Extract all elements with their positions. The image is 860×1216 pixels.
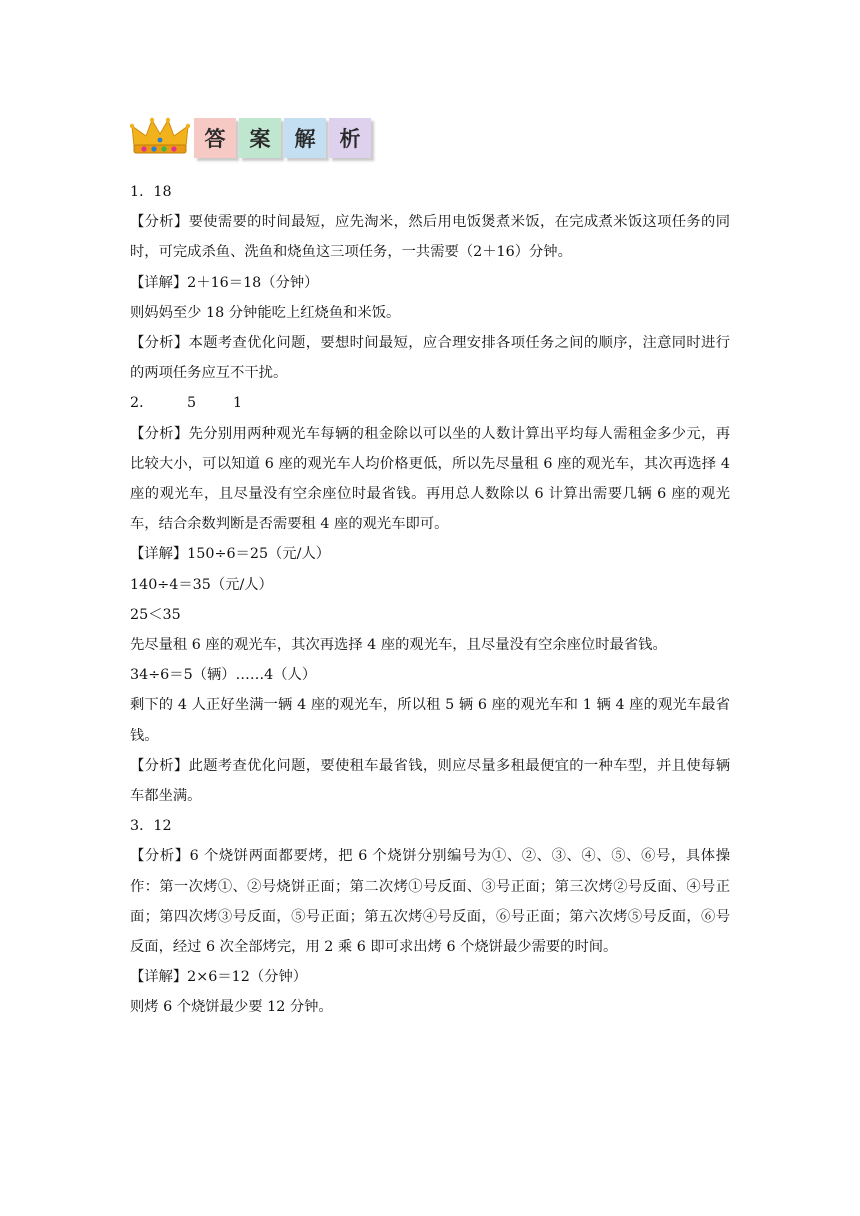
- q1-detail: 【详解】2＋16＝18（分钟）: [130, 274, 319, 291]
- header-tile-xi: 析: [329, 118, 371, 158]
- q2-detail-3: 25＜35: [130, 606, 181, 623]
- q2-answer: [130, 388, 730, 418]
- answer-content: [130, 177, 730, 1023]
- answer-analysis-header: [130, 116, 371, 162]
- q2-number: 2．: [130, 395, 154, 412]
- header-tile-da: 答: [194, 118, 236, 158]
- q2-detail-4: 先尽量租 6 座的观光车，其次再选择 4 座的观光车，且尽量没有空余座位时最省钱。: [130, 637, 667, 654]
- q2-detail-5: 34÷6＝5（辆）……4（人）: [130, 667, 317, 684]
- q3-detail: 【详解】2×6＝12（分钟）: [130, 969, 308, 986]
- q1-answer: 1．18: [130, 184, 172, 200]
- q3-analysis: 【分析】6 个烧饼两面都要烤，把 6 个烧饼分别编号为①、②、③、④、⑤、⑥号，具体操作：第一次烤①、②号烧饼正面；第二次烤①号反面、③号正面；第三次烤②号反面、④号正面；第四次烤③号反面，⑤号正面；第五次烤④号反面，⑥号正面；第六次烤⑤号反面，⑥号反面，经过 6 次全部烤完，用 2 乘 6 即可求出烤 6 个烧饼最少需要的时间。: [130, 848, 730, 956]
- q3-conclusion: 则烤 6 个烧饼最少要 12 分钟。: [130, 999, 333, 1016]
- q2-summary: 【分析】此题考查优化问题，要使租车最省钱，则应尽量多租最便宜的一种车型，并且使每辆车都坐满。: [130, 757, 730, 805]
- q2-answer-a: 5: [187, 395, 197, 412]
- q3-answer: 3．12: [130, 818, 172, 835]
- q1-analysis: 【分析】要使需要的时间最短，应先淘米，然后用电饭煲煮米饭，在完成煮米饭这项任务的同时，可完成杀鱼、洗鱼和烧鱼这三项任务，一共需要（2＋16）分钟。: [130, 214, 730, 261]
- crown-icon: [130, 116, 190, 156]
- q2-analysis: 【分析】先分别用两种观光车每辆的租金除以可以坐的人数计算出平均每人需租金多少元，再比较大小，可以知道 6 座的观光车人均价格更低，所以先尽量租 6 座的观光车，其次再选择 4 座的观光车，且尽量没有空余座位时最省钱。再用总人数除以 6 计算出需要几辆 6 座的观光车，结合余数判断是否需要租 4 座的观光车即可。: [130, 425, 730, 533]
- q2-detail-6: 剩下的 4 人正好坐满一辆 4 座的观光车，所以租 5 辆 6 座的观光车和 1 辆 4 座的观光车最省钱。: [130, 697, 730, 744]
- q2-detail-1: 【详解】150÷6＝25（元/人）: [130, 546, 331, 563]
- q1-conclusion: 则妈妈至少 18 分钟能吃上红烧鱼和米饭。: [130, 304, 401, 321]
- header-tile-jie: 解: [284, 118, 326, 158]
- q1-summary: 【分析】本题考查优化问题，要想时间最短，应合理安排各项任务之间的顺序，注意同时进行的两项任务应互不干扰。: [130, 335, 730, 382]
- header-tile-an: 案: [239, 118, 281, 158]
- q2-detail-2: 140÷4＝35（元/人）: [130, 576, 273, 593]
- q2-answer-b: 1: [233, 395, 243, 412]
